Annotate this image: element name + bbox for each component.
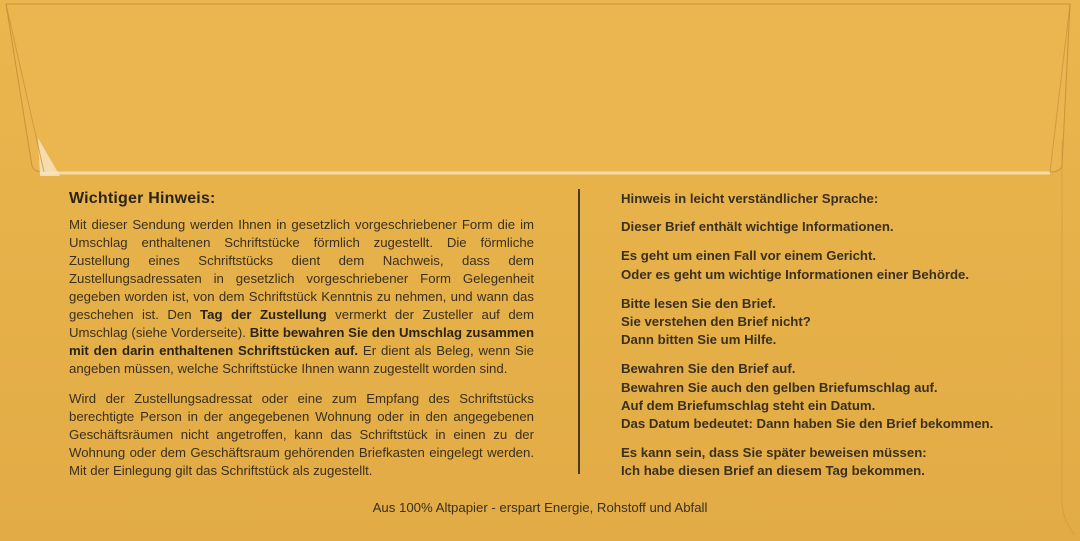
notice-bold-text: Bitte bewahren Sie den Umschlag zusammen mit den darin enthaltenen Schriftstücken auf. bbox=[69, 325, 535, 358]
easy-language-line: Oder es geht um wichtige Informationen einer Behörde. bbox=[621, 266, 970, 282]
notice-paragraph-1 bbox=[69, 216, 534, 378]
easy-language-line: Das Datum bedeutet: Dann haben Sie den Brief bekommen. bbox=[621, 416, 994, 432]
easy-language-line: Sie verstehen den Brief nicht? bbox=[621, 314, 811, 330]
easy-language-block bbox=[621, 247, 1041, 283]
easy-language-line: Ich habe diesen Brief an diesem Tag bekommen. bbox=[621, 463, 925, 479]
notice-heading: Wichtiger Hinweis: bbox=[69, 190, 216, 207]
notice-text: vermerkt der Zusteller auf dem Umschlag (siehe Vorderseite). bbox=[69, 307, 534, 340]
easy-language-block bbox=[621, 360, 1041, 433]
easy-language-block bbox=[621, 218, 1041, 236]
easy-language-line: Dieser Brief enthält wichtige Informationen. bbox=[621, 219, 894, 235]
notice-text: Er dient als Beleg, wenn Sie angeben müssen, welche Schriftstücke Ihnen wann zugestellt worden sind. bbox=[69, 343, 534, 376]
easy-language-line: Bewahren Sie auch den gelben Briefumschlag auf. bbox=[621, 379, 938, 395]
easy-language-line: Bitte lesen Sie den Brief. bbox=[621, 295, 776, 311]
recycled-paper-note: Aus 100% Altpapier - erspart Energie, Rohstoff und Abfall bbox=[372, 500, 708, 515]
easy-language-block bbox=[621, 444, 1041, 480]
easy-language-blocks bbox=[621, 218, 1041, 480]
easy-language-line: Es geht um einen Fall vor einem Gericht. bbox=[621, 248, 877, 264]
important-notice bbox=[69, 190, 534, 492]
easy-language-title: Hinweis in leicht verständlicher Sprache: bbox=[621, 191, 879, 206]
easy-language-block bbox=[621, 295, 1041, 350]
notice-paragraph-2: Wird der Zustellungsadressat oder eine zum Empfang des Schriftstücks berechtigte Person in der angegebenen Wohnung oder in den angegebenen Geschäftsräumen nicht angetroffen, kann das Schriftstück in einen zu der Wohnung oder dem Geschäftsraum gehörenden Briefkasten eingelegt werden. Mit der Einlegung gilt das Schriftstück als zugestellt. bbox=[69, 391, 534, 478]
notice-bold-text: Tag der Zustellung bbox=[200, 307, 327, 322]
easy-language-notice bbox=[621, 190, 1041, 492]
column-divider bbox=[578, 189, 580, 474]
easy-language-line: Dann bitten Sie um Hilfe. bbox=[621, 332, 777, 348]
easy-language-line: Bewahren Sie den Brief auf. bbox=[621, 361, 796, 377]
easy-language-line: Auf dem Briefumschlag steht ein Datum. bbox=[621, 397, 876, 413]
easy-language-line: Es kann sein, dass Sie später beweisen müssen: bbox=[621, 445, 927, 461]
notice-text: Mit dieser Sendung werden Ihnen in gesetzlich vorgeschriebener Form die im Umschlag enthaltenen Schriftstücke förmlich zugestellt. Die förmliche Zustellung eines Schriftstücks dient dem Nachweis, dass dem Zustellungsadressaten in gesetzlich vorgeschriebener Form Gelegenheit gegeben worden ist, von dem Schriftstück Kenntnis zu nehmen, und wann das geschehen ist. Den bbox=[69, 217, 534, 322]
